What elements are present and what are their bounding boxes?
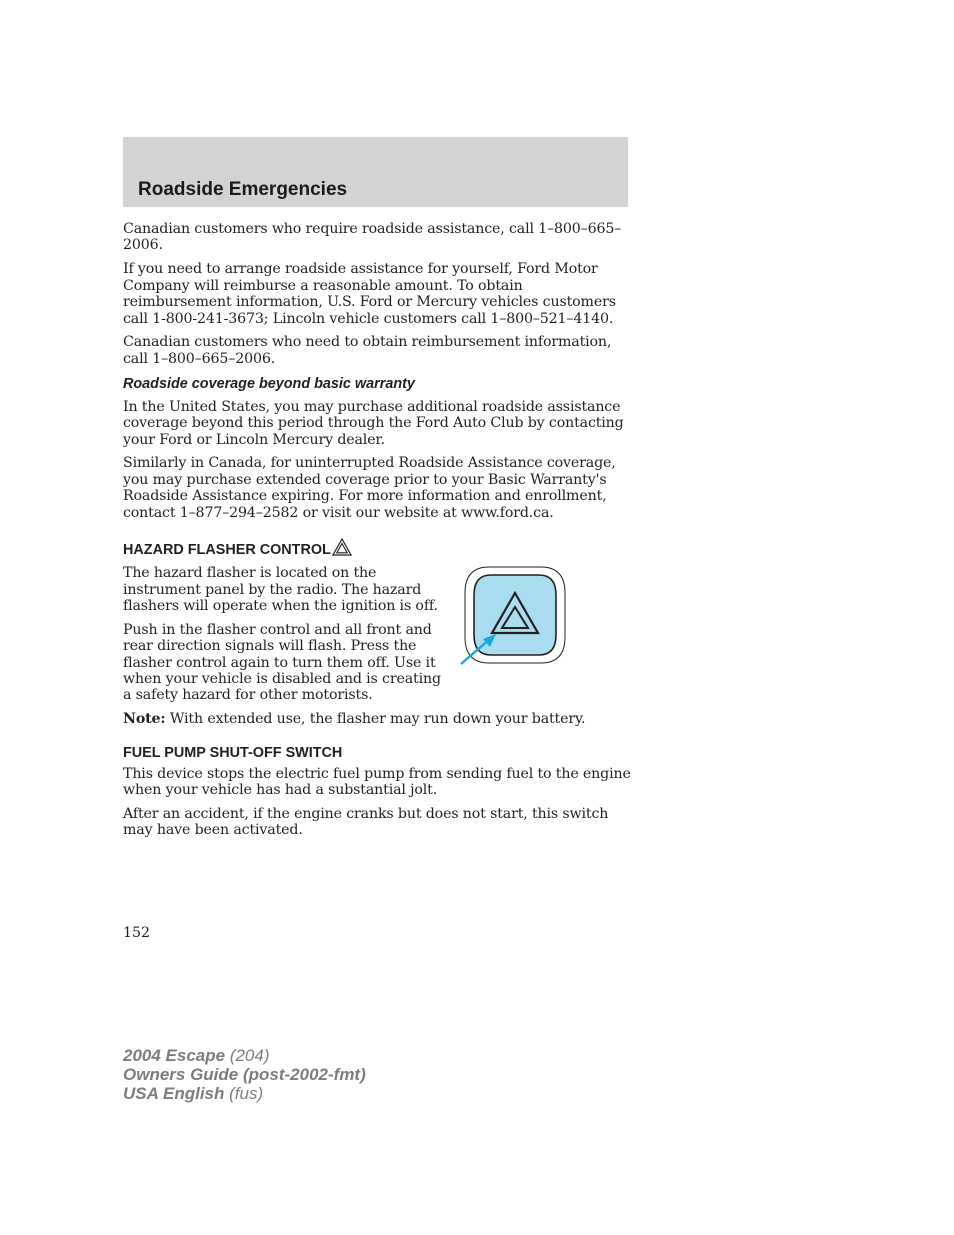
document-footer [123, 1046, 366, 1103]
footer-line-2 [123, 1065, 366, 1084]
footer-language: USA English [123, 1084, 225, 1103]
hazard-paragraph-1: The hazard flasher is located on the instrument panel by the radio. The hazard flashers will operate when the ignition is off. [123, 565, 438, 614]
footer-model: 2004 Escape [123, 1046, 226, 1065]
section-title: Roadside Emergencies [138, 179, 348, 200]
note-label: Note: [123, 711, 166, 728]
footer-line-3 [123, 1084, 366, 1103]
fuel-pump-paragraph-2: After an accident, if the engine cranks but does not start, this switch may have been activated. [123, 806, 609, 839]
warning-triangle-icon [332, 538, 352, 561]
footer-guide: Owners Guide (post-2002-fmt) [123, 1065, 366, 1084]
footer-line-1 [123, 1046, 366, 1065]
hazard-flasher-illustration [459, 563, 571, 679]
intro-paragraph-1: Canadian customers who require roadside assistance, call 1–800–665–2006. [123, 221, 622, 254]
hazard-heading-text: HAZARD FLASHER CONTROL [123, 542, 331, 559]
fuel-pump-heading: FUEL PUMP SHUT-OFF SWITCH [123, 744, 343, 761]
section-header-band [123, 137, 628, 207]
hazard-paragraph-2: Push in the flasher control and all front and rear direction signals will flash. Press the flasher control again to turn them off. Use it when your vehicle is disabled and is creating a safety hazard for other motorists. [123, 621, 441, 704]
footer-model-code: (204) [225, 1046, 270, 1065]
intro-paragraph-2: If you need to arrange roadside assistance for yourself, Ford Motor Company will reimburse a reasonable amount. To obtain reimbursement information, U.S. Ford or Mercury vehicles customers call 1-800-241-3673; Lincoln vehicle customers call 1–800–521–4140. [123, 261, 616, 327]
hazard-note [123, 711, 631, 727]
coverage-paragraph-1: In the United States, you may purchase additional roadside assistance coverage beyond this period through the Ford Auto Club by contacting your Ford or Lincoln Mercury dealer. [123, 398, 624, 448]
coverage-paragraph-2: Similarly in Canada, for uninterrupted Roadside Assistance coverage, you may purchase extended coverage prior to your Basic Warranty's Roadside Assistance expiring. For more information and enrollment, contact 1–877–294–2582 or visit our website at www.ford.ca. [123, 455, 616, 521]
intro-paragraph-3: Canadian customers who need to obtain reimbursement information, call 1–800–665–2006. [123, 334, 612, 367]
page-content [123, 221, 631, 846]
note-text: With extended use, the flasher may run down your battery. [165, 711, 586, 728]
fuel-pump-paragraph-1: This device stops the electric fuel pump from sending fuel to the engine when your vehicle has had a substantial jolt. [123, 765, 631, 799]
page-number: 152 [123, 925, 151, 941]
coverage-heading: Roadside coverage beyond basic warranty [123, 375, 415, 392]
footer-language-code: (fus) [224, 1084, 264, 1103]
hazard-heading [123, 538, 631, 561]
